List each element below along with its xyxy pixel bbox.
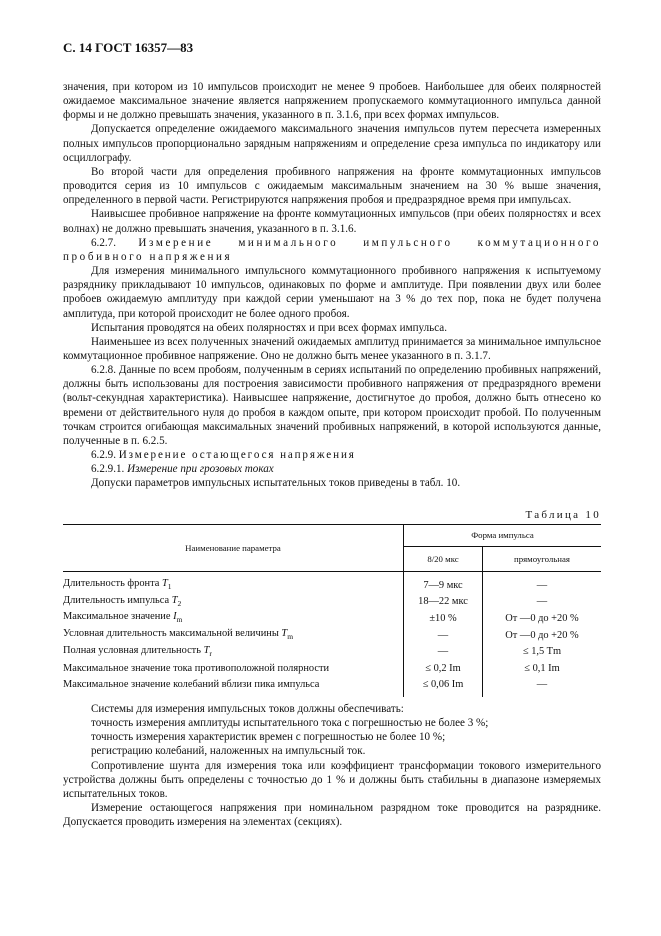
parameter-symbol: T bbox=[161, 578, 168, 590]
table-row bbox=[63, 643, 601, 660]
parameter-name: Максимальное значение тока противоположной полярности bbox=[63, 662, 330, 674]
header-pulse-form: Форма импульса bbox=[404, 525, 602, 547]
cell-rectangular: — bbox=[536, 579, 548, 591]
paragraph: Допускается определение ожидаемого максимального значения импульсов путем пересчета измеренных полных импульсов пропорционально зарядным напряжениям и определение среза импульса по индикатору или осциллографу. bbox=[63, 123, 601, 164]
cell-parameter bbox=[63, 572, 404, 594]
section-heading-6-2-7 bbox=[63, 236, 601, 264]
cell-rectangular: ≤ 1,5 Tm bbox=[522, 646, 562, 658]
parameter-name: Условная длительность максимальной величины bbox=[63, 628, 282, 640]
table-row bbox=[63, 677, 601, 698]
paragraph: Во второй части для определения пробивного напряжения на фронте коммутационных импульсов проводится серия из 10 импульсов с ожидаемым максимальным значением на 30 % выше значения, определенного в первой части. Регистрируются напряжения пробоя и предразрядное время при импульсах. bbox=[63, 165, 601, 207]
paragraph: регистрацию колебаний, наложенных на импульсный ток. bbox=[91, 745, 366, 758]
main-text bbox=[63, 80, 601, 491]
cell-parameter bbox=[63, 677, 404, 698]
paragraph: точность измерения характеристик времен с погрешностью не более 10 %; bbox=[91, 731, 446, 744]
cell-parameter bbox=[63, 643, 404, 660]
page-header: С. 14 ГОСТ 16357—83 bbox=[63, 40, 194, 55]
table-row bbox=[63, 572, 601, 594]
header-rectangular: прямоугольная bbox=[483, 547, 602, 572]
parameter-symbol: I bbox=[173, 611, 177, 623]
paragraph: точность измерения амплитуды испытательного тока с погрешностью не более 3 %; bbox=[91, 717, 489, 730]
paragraph: Испытания проводятся на обеих полярностях и при всех формах импульса. bbox=[91, 321, 447, 334]
table-intro: Допуски параметров импульсных испытательных токов приведены в табл. 10. bbox=[91, 477, 461, 490]
paragraph: значения, при котором из 10 импульсов происходит не менее 9 пробоев. Наибольшее для обеих полярностей ожидаемое максимальное значение является напряжением пропускаемого коммутационного импульса данной формы и не должно превышать значения, указанного в п. 3.1.6, при всех формах импульсов. bbox=[63, 81, 601, 122]
section-title: Измерение остающегося напряжения bbox=[118, 449, 356, 462]
section-title: Измерение при грозовых токах bbox=[127, 463, 274, 476]
table-caption: Таблица 10 bbox=[525, 509, 601, 521]
parameter-symbol: T bbox=[171, 594, 178, 606]
parameter-symbol-subscript: m bbox=[176, 615, 183, 625]
parameter-symbol-subscript: 1 bbox=[167, 582, 172, 592]
section-number: 6.2.9.1. bbox=[91, 463, 125, 476]
bottom-text bbox=[63, 702, 601, 829]
paragraph: Для измерения минимального импульсного коммутационного пробивного напряжения к испытуемому разряднику прикладывают 10 импульсов, одинаковых по форме и амплитуде. При появлении двух или более пробоев ожидаемую амплитуду при каждой серии уменьшают на 3 % до тех пор, пока не будет получена амплитуда, при которой происходит не более одного пробоя. bbox=[63, 265, 601, 320]
cell-8-20: 7—9 мкс bbox=[404, 572, 483, 594]
parameter-symbol-subscript: m bbox=[287, 632, 294, 642]
table-row bbox=[63, 660, 601, 677]
table-row bbox=[63, 627, 601, 644]
cell-rectangular: От —0 до +20 % bbox=[505, 629, 579, 641]
cell-parameter bbox=[63, 627, 404, 644]
cell-parameter bbox=[63, 660, 404, 677]
paragraph: Наивысшее пробивное напряжение на фронте коммутационных импульсов (при обеих полярностях и всех волнах) не должно превышать значения, указанного в п. 3.1.6. bbox=[63, 208, 601, 235]
cell-8-20: 18—22 мкс bbox=[404, 594, 483, 611]
paragraph: Наименьшее из всех полученных значений ожидаемых амплитуд принимается за минимальное импульсное коммутационное пробивное напряжение. Оно не должно быть менее указанного в п. 3.1.7. bbox=[63, 335, 601, 362]
cell-8-20: ≤ 0,06 Im bbox=[404, 677, 483, 698]
cell-8-20: — bbox=[404, 627, 483, 644]
paragraph: Системы для измерения импульсных токов должны обеспечивать: bbox=[91, 703, 404, 715]
paragraph: Измерение остающегося напряжения при номинальном разрядном токе проводится на разряднике. Допускается проводить измерения на элементах (секциях). bbox=[63, 802, 601, 829]
parameter-symbol: T bbox=[281, 628, 288, 640]
section-title: Измерение минимального импульсного коммутационного пробивного напряжения bbox=[63, 236, 601, 263]
parameters-table bbox=[63, 524, 601, 697]
cell-parameter bbox=[63, 594, 404, 611]
parameter-symbol-subscript: 2 bbox=[177, 598, 182, 608]
cell-rectangular: ≤ 0,1 Im bbox=[524, 662, 560, 674]
cell-8-20: ±10 % bbox=[404, 610, 483, 627]
parameter-name: Длительность фронта bbox=[63, 578, 162, 590]
parameter-name: Максимальное значение колебаний вблизи пика импульса bbox=[63, 679, 320, 691]
parameter-name: Длительность импульса bbox=[63, 594, 172, 606]
section-heading-6-2-9-1 bbox=[63, 462, 601, 476]
cell-8-20: — bbox=[404, 643, 483, 660]
cell-8-20: ≤ 0,2 Im bbox=[404, 660, 483, 677]
header-parameter-name: Наименование параметра bbox=[63, 525, 404, 572]
cell-rectangular: — bbox=[536, 596, 548, 608]
cell-rectangular: От —0 до +20 % bbox=[505, 612, 579, 624]
table-row bbox=[63, 594, 601, 611]
paragraph: 6.2.8. Данные по всем пробоям, полученным в сериях испытаний по определению пробивных напряжений, должны быть использованы для построения зависимости пробивного напряжения от предразрядного времени (вольт-секундная характеристика). Наивысшее напряжение, достигнутое до пробоя, должно быть отнесено ко времени от действительного нуля до пробоя в каждом опыте, при котором происходит пробой. По полученным точкам строится огибающая максимальных значений пробивных напряжений, в которой используются данные, полученные в п. 6.2.5. bbox=[63, 364, 601, 447]
table-row bbox=[63, 610, 601, 627]
parameter-symbol: T bbox=[203, 644, 210, 656]
paragraph: Сопротивление шунта для измерения тока или коэффициент трансформации токового измерительного устройства должны быть определены с точностью до 1 % и должны быть стабильны в диапазоне измеряемых испытательных токов. bbox=[63, 759, 601, 800]
parameter-name: Максимальное значение bbox=[63, 611, 174, 623]
section-number: 6.2.9. bbox=[91, 449, 116, 462]
cell-rectangular: — bbox=[536, 679, 548, 691]
section-number: 6.2.7. bbox=[91, 236, 116, 249]
section-heading-6-2-9 bbox=[63, 448, 601, 462]
parameter-name: Полная условная длительность bbox=[63, 644, 204, 656]
header-8-20: 8/20 мкс bbox=[404, 547, 483, 572]
cell-parameter bbox=[63, 610, 404, 627]
parameter-symbol-subscript: r bbox=[209, 648, 212, 658]
